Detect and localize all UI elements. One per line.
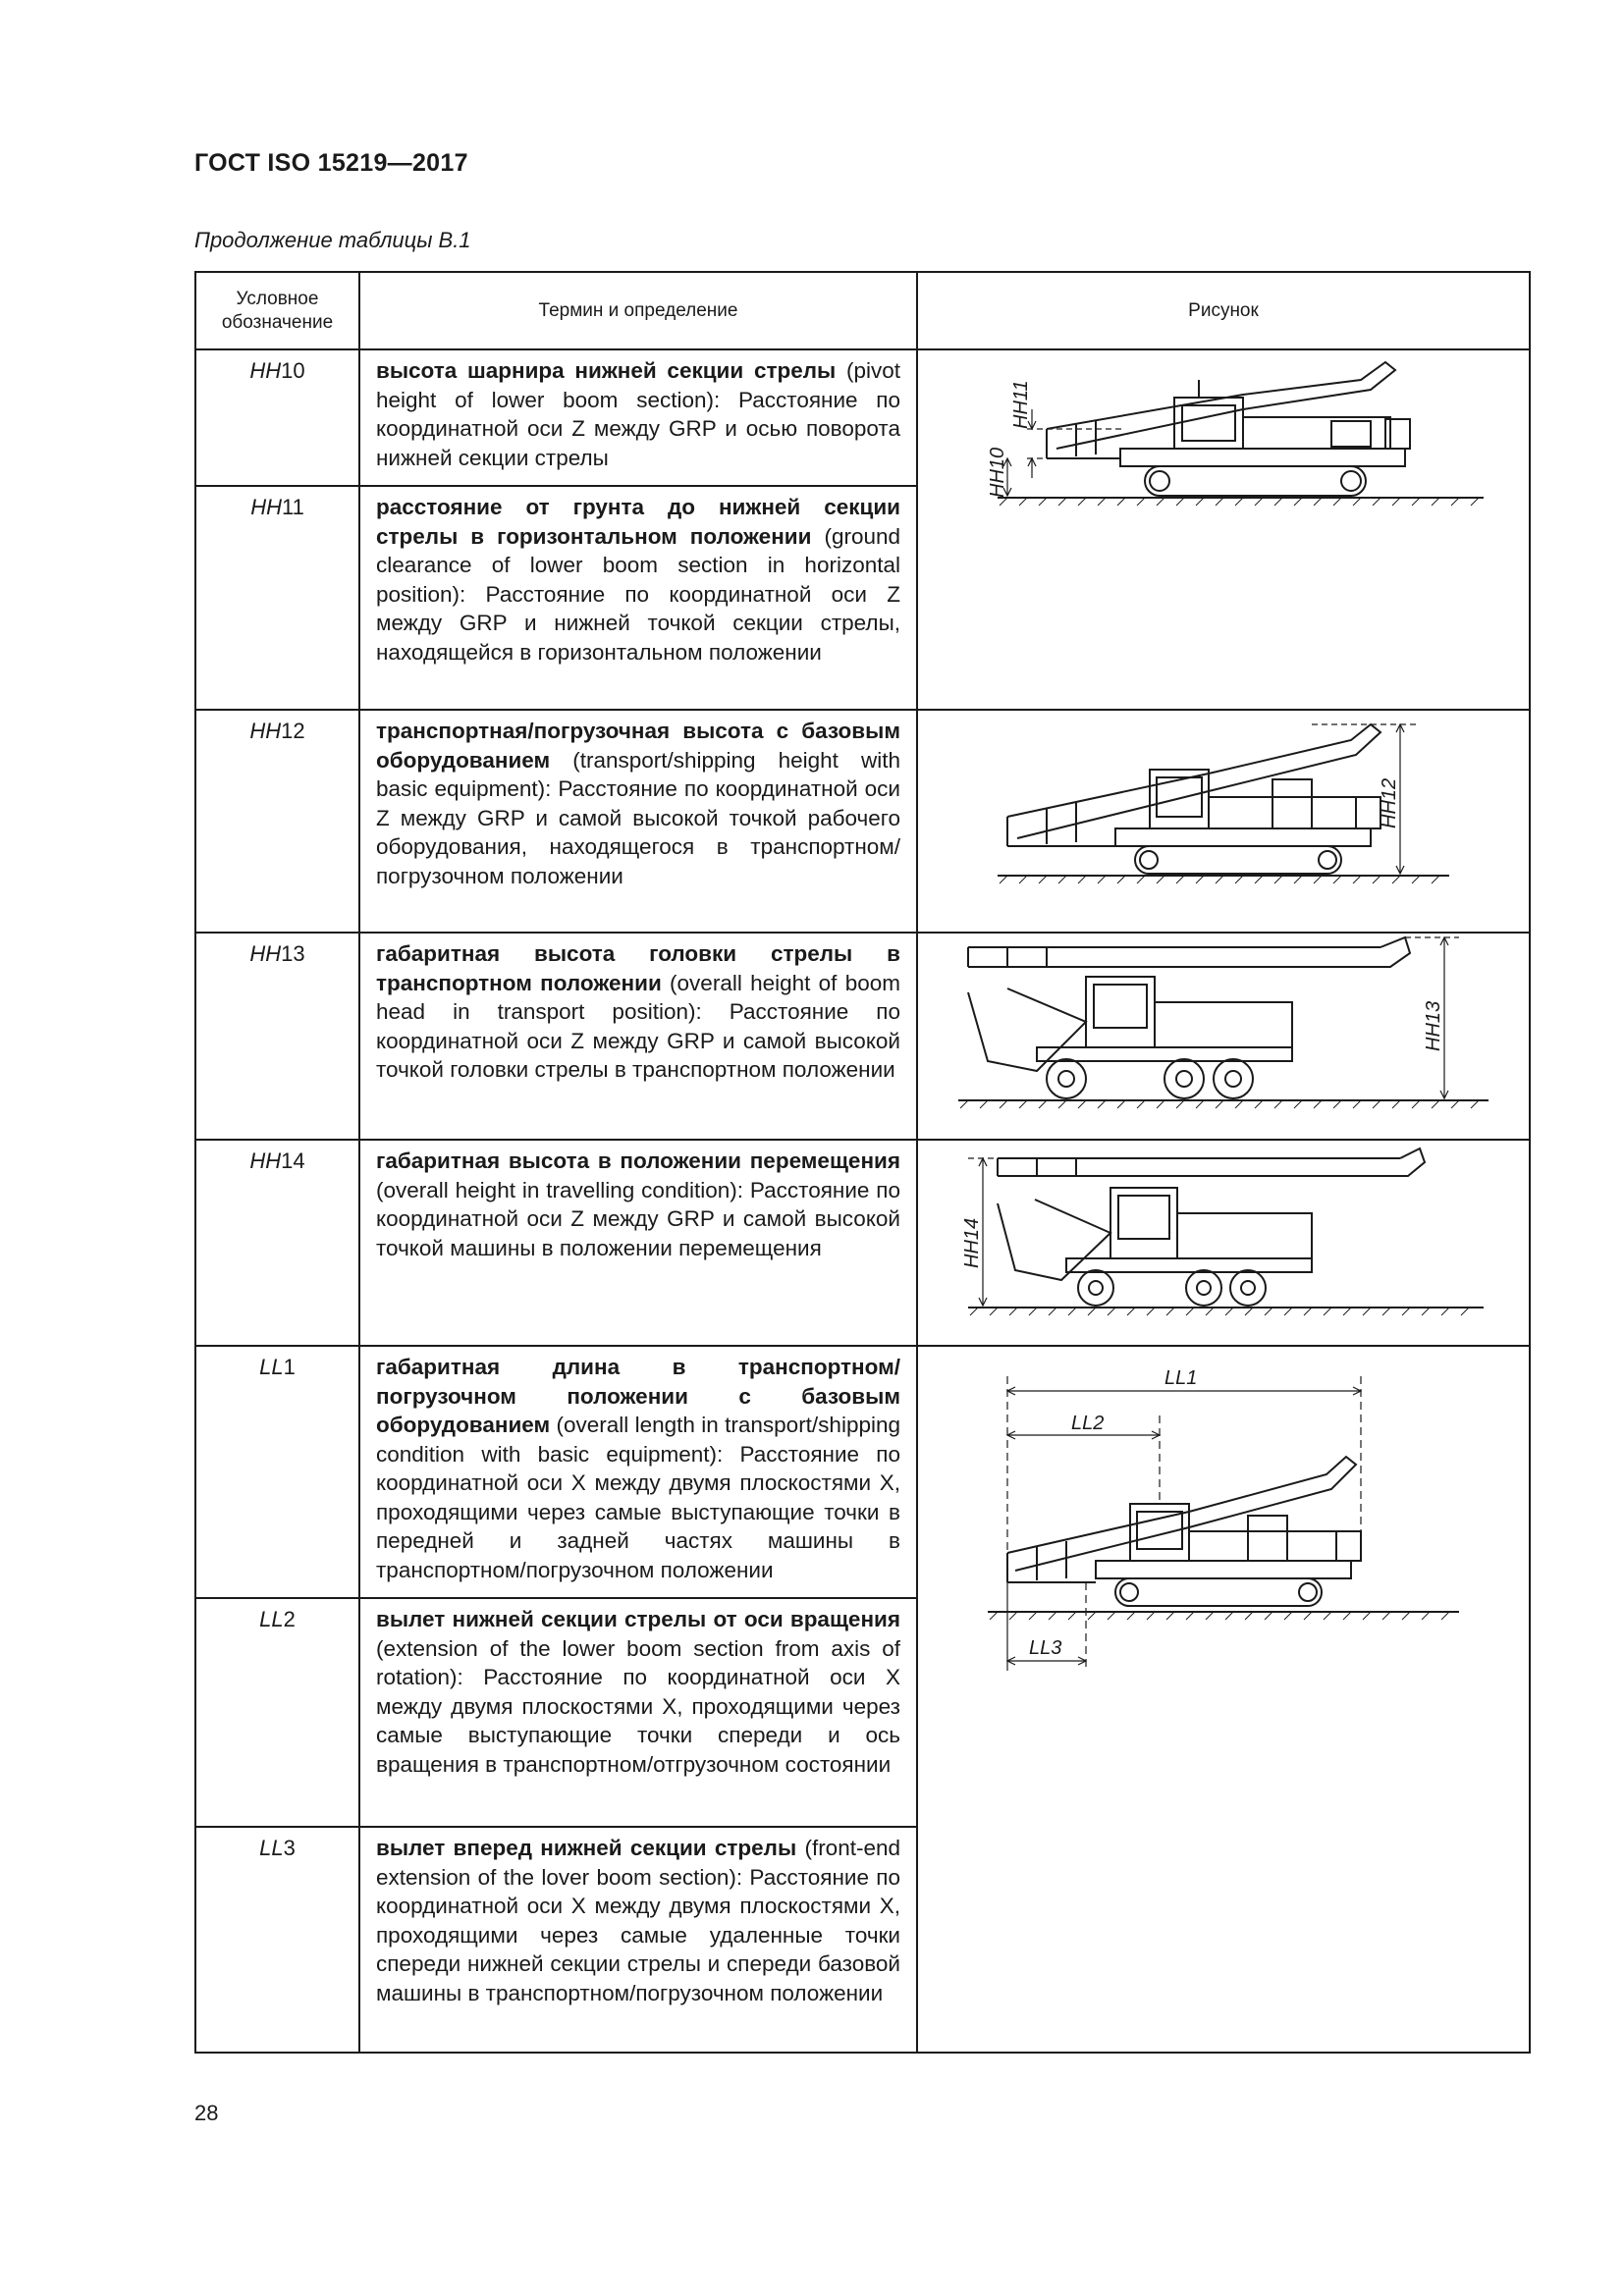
definition-cell — [359, 933, 917, 1140]
symbol-cell — [195, 1140, 359, 1346]
header-term: Термин и определение — [359, 272, 917, 349]
symbol-number: 13 — [281, 941, 305, 966]
symbol-cell — [195, 1598, 359, 1827]
symbol-prefix: LL — [259, 1355, 284, 1379]
definition-text: (pivot height of lower boom section): Расстояние по координатной оси Z между GRP и осью поворота нижней секции стрелы — [376, 358, 900, 470]
term-text: габаритная высота головки стрелы в транспортном положении — [376, 941, 900, 995]
table-caption: Продолжение таблицы В.1 — [194, 228, 471, 252]
symbol-prefix: LL — [259, 1607, 284, 1631]
symbol-prefix: LL — [259, 1836, 284, 1860]
figure-cell-hh12 — [917, 710, 1530, 933]
header-symbol: Условное обозначение — [195, 272, 359, 349]
figure-label: HH13 — [1423, 1000, 1444, 1051]
figure-cell-hh13 — [917, 933, 1530, 1140]
table-row — [195, 1140, 1530, 1346]
wheeled-crane-figure-hh14 — [948, 1141, 1498, 1332]
definition-cell — [359, 1827, 917, 2053]
figure-cell-hh14 — [917, 1140, 1530, 1346]
figure-label: LL2 — [1071, 1413, 1105, 1434]
definition-cell — [359, 349, 917, 486]
symbol-cell — [195, 349, 359, 486]
symbol-cell — [195, 1346, 359, 1598]
figure-label: LL3 — [1029, 1637, 1062, 1659]
term-text: габаритная высота в положении перемещения — [376, 1148, 900, 1173]
figure-cell-ll1-ll3 — [917, 1346, 1530, 2053]
wheeled-crane-figure-hh13 — [948, 934, 1498, 1125]
term-text: высота шарнира нижней секции стрелы — [376, 358, 837, 383]
term-text: расстояние от грунта до нижней секции стрелы в горизонтальном положении — [376, 495, 900, 549]
symbol-cell — [195, 710, 359, 933]
crawler-crane-figure-ll — [978, 1347, 1469, 1681]
symbol-number: 3 — [283, 1836, 296, 1860]
definition-text: (transport/shipping height with basic equipment): Расстояние по координатной оси Z между GRP и самой высокой точкой рабочего оборудования, находящегося в транспортном/погрузочном положении — [376, 747, 900, 888]
definition-cell — [359, 1346, 917, 1598]
term-text: транспортная/погрузочная высота с базовым оборудованием — [376, 719, 900, 773]
symbol-prefix: HH — [249, 358, 282, 383]
term-text: габаритная длина в транспортном/погрузочном положении с базовым оборудованием — [376, 1355, 900, 1437]
figure-label: HH14 — [961, 1217, 983, 1268]
symbol-number: 14 — [281, 1148, 305, 1173]
header-figure: Рисунок — [917, 272, 1530, 349]
table-row — [195, 710, 1530, 933]
table-row — [195, 349, 1530, 486]
symbol-cell — [195, 1827, 359, 2053]
terms-table — [194, 271, 1531, 2054]
symbol-prefix: HH — [249, 941, 282, 966]
symbol-prefix: HH — [249, 1148, 282, 1173]
definition-cell — [359, 1140, 917, 1346]
crawler-crane-figure-hh10 — [948, 350, 1498, 527]
definition-text: (ground clearance of lower boom section in horizontal position): Расстояние по координатной оси Z между GRP и нижней точкой секции стрелы, находящейся в горизонтальном положении — [376, 523, 900, 665]
definition-text: (overall length in transport/shipping condition with basic equipment): Расстояние по координатной оси X между двумя плоскостями X, проходящими через самые выступающие точки в передней и задней частях машины в транспортном/погрузочном положении — [376, 1413, 900, 1582]
symbol-cell — [195, 486, 359, 710]
crawler-crane-figure-hh12 — [978, 711, 1469, 897]
definition-cell — [359, 710, 917, 933]
symbol-prefix: HH — [249, 719, 282, 743]
definition-text: (overall height of boom head in transport position): Расстояние по координатной оси Z между GRP и самой высокой точкой головки стрелы в транспортном положении — [376, 970, 900, 1082]
figure-cell-hh10-hh11 — [917, 349, 1530, 710]
definition-text: (front-end extension of the lover boom section): Расстояние по координатной оси X между двумя плоскостями X, проходящими через самые удаленные точки спереди нижней секции стрелы и спереди базовой машины в транспортном/погрузочном положении — [376, 1836, 900, 2005]
document-header: ГОСТ ISO 15219—2017 — [194, 149, 468, 177]
symbol-number: 10 — [281, 358, 305, 383]
definition-cell — [359, 1598, 917, 1827]
figure-label: HH12 — [1379, 777, 1400, 828]
symbol-prefix: HH — [250, 495, 282, 519]
symbol-number: 1 — [283, 1355, 296, 1379]
term-text: вылет вперед нижней секции стрелы — [376, 1836, 797, 1860]
symbol-number: 11 — [281, 495, 304, 519]
definition-text: (extension of the lower boom section from axis of rotation): Расстояние по координатной оси X между двумя плоскостями X, проходящими через самые выступающие точки спереди и ось вращения в транспортном/отгрузочном состоянии — [376, 1635, 900, 1777]
table-row — [195, 1346, 1530, 1598]
symbol-number: 12 — [281, 719, 305, 743]
figure-label: HH10 — [987, 447, 1008, 498]
symbol-cell — [195, 933, 359, 1140]
figure-label: HH11 — [1010, 380, 1032, 429]
page-number: 28 — [194, 2101, 219, 2125]
figure-label: LL1 — [1164, 1367, 1198, 1389]
definition-cell — [359, 486, 917, 710]
definition-text: (overall height in travelling condition): Расстояние по координатной оси Z между GRP и самой высокой точкой машины в положении перемещения — [376, 1177, 900, 1260]
table-header-row — [195, 272, 1530, 349]
term-text: вылет нижней секции стрелы от оси вращения — [376, 1607, 900, 1631]
symbol-number: 2 — [283, 1607, 296, 1631]
table-row — [195, 933, 1530, 1140]
